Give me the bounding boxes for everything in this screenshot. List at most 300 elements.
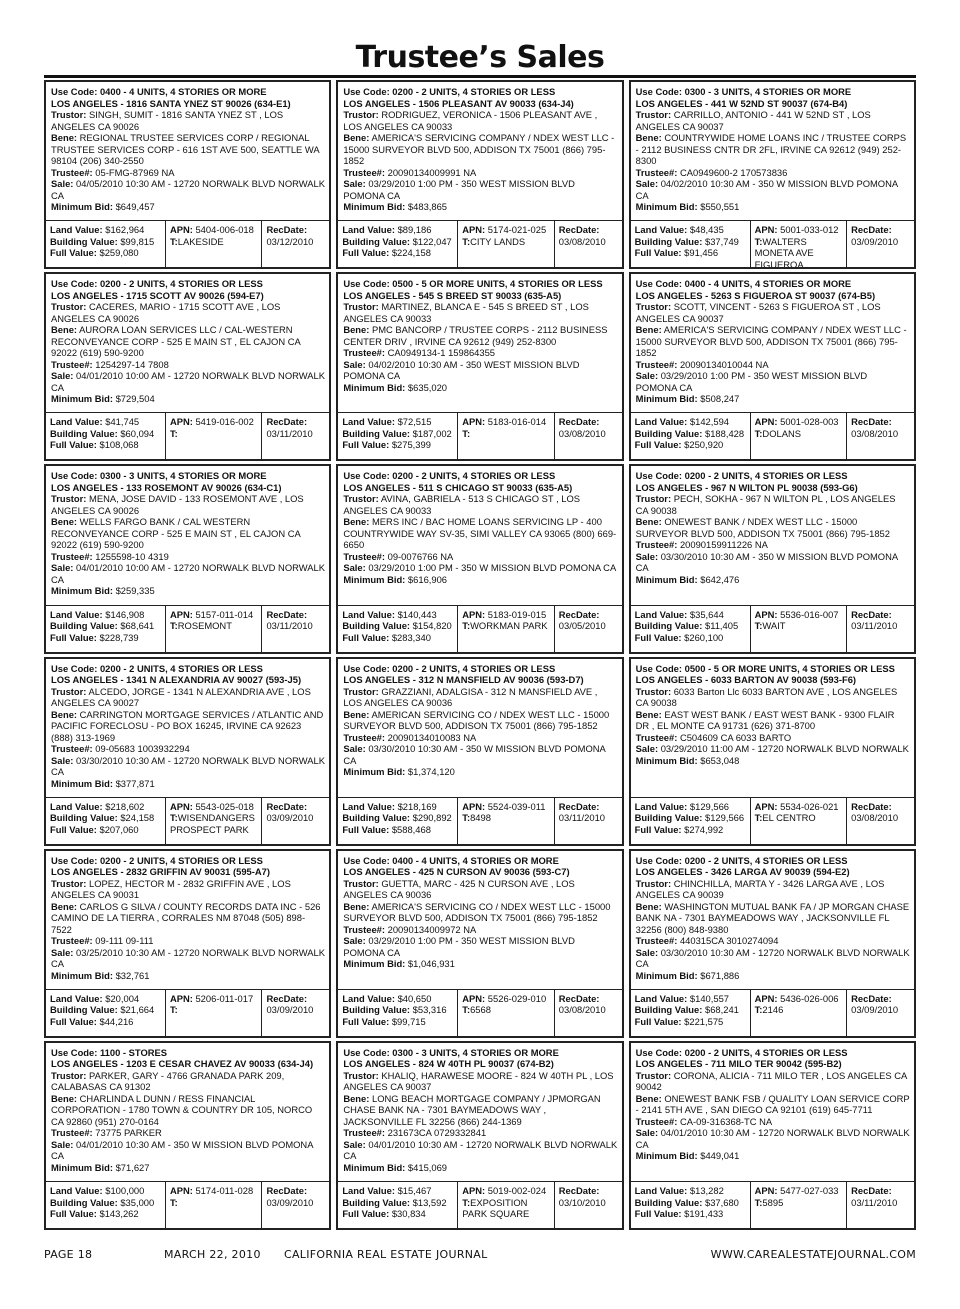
sale-value: 04/05/2010 10:30 AM - 12720 NORWALK BLVD NORWALK CA	[51, 178, 325, 201]
bene-line	[51, 901, 325, 936]
sale-value: 04/02/2010 10:30 AM - 350 WEST MISSION BLVD POMONA CA	[343, 358, 580, 382]
listing-details	[631, 1043, 914, 1181]
full-value-line	[635, 632, 747, 644]
full-value-line	[342, 439, 454, 451]
apn-line	[462, 993, 551, 1005]
apn-label: APN:	[462, 1185, 486, 1196]
recdate-cell	[261, 1182, 329, 1228]
trustor-label: Trustor:	[343, 1069, 379, 1081]
trustee-value: 20090134010044 NA	[679, 358, 769, 370]
sale-value: 04/01/2010 10:30 AM - 12720 NORWALK BLVD NORWALK CA	[343, 1138, 618, 1162]
bene-value: WELLS FARGO BANK / CAL WESTERN RECONVEYANCE CORP - 525 E MAIN ST , EL CAJON CA 92022 (619) 590-9200	[51, 516, 301, 551]
bene-value: REGIONAL TRUSTEE SERVICES CORP / REGIONAL TRUSTEE SERVICES CORP - 616 1ST AVE 500, SEATTLE WA 98104 (206) 340-2550	[51, 132, 320, 166]
trustee-line	[636, 167, 910, 179]
trustor-label: Trustor:	[343, 877, 379, 889]
tract-label: T:	[754, 427, 763, 439]
tract-line	[170, 1004, 259, 1016]
trustee-label: Trustee#:	[635, 731, 678, 743]
land-value: $72,515	[397, 416, 432, 428]
value-cell	[46, 606, 165, 652]
building-value-label: Building Value:	[50, 1196, 118, 1208]
sale-line	[51, 1139, 325, 1162]
use-code: Use Code: 0200 - 2 UNITS, 4 STORIES OR LESS	[51, 854, 263, 866]
bene-line	[51, 324, 325, 359]
full-value-label: Full Value:	[342, 439, 390, 451]
tract-line	[170, 620, 259, 632]
listing-values	[631, 220, 914, 267]
apn-line	[755, 993, 844, 1005]
min-bid-line	[51, 778, 325, 790]
min-bid-line	[51, 970, 325, 982]
sale-line	[51, 947, 325, 970]
bene-line	[343, 901, 617, 924]
tract-value: WORKMAN PARK	[470, 620, 548, 631]
recdate-value: 03/08/2010	[851, 812, 899, 824]
apn-cell	[165, 221, 262, 267]
apn-value: 5543-025-018	[195, 800, 254, 812]
sale-label: Sale:	[635, 946, 659, 958]
land-value: $162,964	[105, 224, 145, 236]
full-value-label: Full Value:	[342, 823, 390, 835]
footer-date: MARCH 22, 2010	[164, 1248, 261, 1261]
bene-label: Bene:	[635, 516, 662, 528]
land-value-label: Land Value:	[634, 992, 688, 1004]
recdate-value: 03/08/2010	[558, 235, 606, 247]
bene-line	[636, 516, 910, 539]
value-cell	[631, 798, 750, 844]
trustee-value: 09-0076766 NA	[387, 550, 454, 562]
property-address: LOS ANGELES - 1715 SCOTT AV 90026 (594-E7)	[51, 289, 264, 301]
use-code: Use Code: 0200 - 2 UNITS, 4 STORIES OR LESS	[51, 662, 263, 674]
value-cell	[631, 1182, 750, 1228]
listing-details	[338, 466, 621, 604]
listing-details	[46, 466, 329, 604]
bene-line	[636, 132, 910, 167]
building-value-label: Building Value:	[634, 427, 703, 439]
apn-label: APN:	[754, 224, 778, 236]
listing-card	[44, 80, 331, 269]
trustee-value: CA-09-316368-TC NA	[679, 1115, 773, 1127]
apn-value: 5404-006-018	[195, 224, 254, 236]
trustee-line	[343, 1127, 617, 1139]
land-value: $15,467	[397, 1185, 432, 1196]
trustor-value: CACERES, MARIO - 1715 SCOTT AVE , LOS ANGELES CA 90026	[51, 301, 281, 324]
apn-line	[755, 609, 844, 621]
trustee-line	[343, 167, 617, 179]
trustee-line	[51, 551, 325, 563]
trustor-line	[343, 686, 617, 709]
apn-cell	[750, 221, 847, 267]
building-value-label: Building Value:	[342, 1004, 411, 1016]
trustee-label: Trustee#:	[51, 358, 93, 370]
listing-card	[44, 849, 331, 1038]
min-bid-line	[636, 393, 910, 405]
apn-label: APN:	[462, 800, 486, 812]
bene-line	[636, 709, 910, 732]
trustee-line	[51, 743, 325, 755]
bene-value: CARLOS G SILVA / COUNTY RECORDS DATA INC - 526 CAMINO DE LA TIERRA , CORRALES NM 87048 (505) 898-7522	[51, 900, 321, 935]
property-address: LOS ANGELES - 1816 SANTA YNEZ ST 90026 (634-E1)	[51, 97, 291, 109]
apn-value: 5477-027-033	[780, 1185, 839, 1196]
apn-cell	[165, 413, 262, 459]
apn-label: APN:	[462, 416, 486, 428]
apn-line	[755, 224, 844, 236]
full-value: $191,433	[684, 1208, 724, 1219]
value-cell	[338, 221, 457, 267]
trustee-line	[343, 551, 617, 563]
min-bid-line	[51, 1162, 325, 1174]
use-code: Use Code: 0200 - 2 UNITS, 4 STORIES OR LESS	[635, 470, 848, 482]
recdate-cell	[846, 990, 914, 1036]
bene-value: MERS INC / BAC HOME LOANS SERVICING LP - 400 COUNTRYWIDE WAY SV-35, SIMI VALLEY CA 93065 (800) 669-6650	[343, 516, 617, 551]
bene-value: PMC BANCORP / TRUSTEE CORPS - 2112 BUSINESS CENTER DRIV , IRVINE CA 92612 (949) 252-8300	[343, 324, 608, 347]
property-address: LOS ANGELES - 511 S CHICAGO ST 90033 (635-A5)	[343, 481, 573, 493]
trustor-value: CARRILLO, ANTONIO - 441 W 52ND ST , LOS ANGELES CA 90037	[635, 109, 871, 132]
land-value-label: Land Value:	[634, 416, 688, 428]
recdate-value: 03/09/2010	[851, 1004, 899, 1016]
trustee-label: Trustee#:	[343, 550, 386, 562]
building-value-line	[342, 620, 454, 632]
trustor-label: Trustor:	[343, 109, 379, 120]
trustor-line	[343, 493, 617, 516]
land-value-line	[635, 993, 747, 1005]
use-code: Use Code: 0500 - 5 OR MORE UNITS, 4 STORIES OR LESS	[343, 278, 603, 290]
min-bid-line	[343, 201, 617, 213]
building-value-line	[635, 812, 747, 824]
listing-details	[338, 1043, 621, 1181]
sale-value: 03/25/2010 10:30 AM - 12720 NORWALK BLVD NORWALK CA	[51, 946, 325, 970]
tract-line	[462, 620, 551, 632]
bene-label: Bene:	[343, 900, 370, 912]
sale-line	[51, 562, 325, 585]
full-value-line	[635, 439, 747, 451]
trustor-line	[51, 878, 325, 901]
sale-label: Sale:	[635, 743, 659, 754]
trustor-label: Trustor:	[51, 685, 87, 697]
listing-card	[44, 464, 331, 653]
min-bid-label: Minimum Bid:	[51, 393, 113, 405]
trustee-label: Trustee#:	[343, 166, 386, 178]
bene-label: Bene:	[635, 1092, 662, 1104]
value-cell	[631, 606, 750, 652]
trustee-value: CA0949600-2 170573836	[679, 166, 788, 178]
apn-value: 5536-016-007	[780, 608, 839, 620]
sale-value: 04/01/2010 10:00 AM - 12720 NORWALK BLVD NORWALK CA	[51, 562, 325, 585]
full-value-line	[342, 1016, 454, 1028]
recdate-label: RecDate:	[851, 800, 892, 812]
apn-cell	[750, 798, 847, 844]
listing-card	[336, 657, 623, 846]
full-value: $224,158	[391, 247, 431, 259]
full-value-label: Full Value:	[342, 247, 390, 259]
building-value: $37,680	[704, 1196, 739, 1208]
land-value-label: Land Value:	[342, 224, 395, 236]
bene-value: LONG BEACH MORTGAGE COMPANY / JPMORGAN CHASE BANK NA - 7301 BAYMEADOWS WAY , JACKSONVILLE FL 32256 (866) 244-1369	[343, 1092, 601, 1127]
sale-label: Sale:	[51, 946, 74, 958]
trustee-value: 20090134010083 NA	[387, 731, 477, 743]
building-value: $60,094	[120, 427, 155, 439]
building-value-label: Building Value:	[342, 235, 411, 247]
trustee-line	[51, 935, 325, 947]
full-value: $207,060	[99, 823, 139, 835]
tract-label: T:	[754, 1004, 763, 1016]
recdate-cell	[261, 990, 329, 1036]
trustor-label: Trustor:	[635, 109, 672, 120]
building-value-label: Building Value:	[50, 620, 118, 631]
listing-values	[338, 989, 621, 1036]
sale-label: Sale:	[343, 562, 366, 574]
recdate-label: RecDate:	[266, 800, 308, 812]
apn-line	[170, 801, 259, 813]
sale-line	[343, 562, 617, 574]
recdate-cell	[261, 798, 329, 844]
recdate-value: 03/09/2010	[266, 812, 314, 824]
full-value: $143,262	[99, 1208, 139, 1219]
apn-label: APN:	[754, 1185, 778, 1196]
tract-label: T:	[754, 235, 763, 247]
recdate-cell	[846, 413, 914, 459]
apn-cell	[165, 1182, 262, 1228]
min-bid-line	[636, 1150, 910, 1162]
building-value: $188,428	[704, 427, 745, 439]
trustor-value: CORONA, ALICIA - 711 MILO TER , LOS ANGELES CA 90042	[635, 1069, 907, 1093]
land-value-line	[635, 224, 747, 236]
min-bid-value: $377,871	[115, 777, 155, 789]
apn-label: APN:	[754, 992, 778, 1004]
min-bid-line	[51, 201, 325, 213]
sale-value: 03/29/2010 1:00 PM - 350 WEST MISSION BLVD POMONA CA	[343, 178, 575, 201]
listing-details	[631, 82, 914, 220]
use-code: Use Code: 0200 - 2 UNITS, 4 STORIES OR LESS	[635, 854, 848, 866]
bene-label: Bene:	[343, 324, 370, 336]
land-value-label: Land Value:	[50, 1185, 103, 1196]
full-value-line	[342, 824, 454, 836]
full-value-label: Full Value:	[50, 1015, 97, 1027]
trustor-value: KHALIQ, HARAWESE MOORE - 824 W 40TH PL , LOS ANGELES CA 90037	[343, 1069, 614, 1093]
building-value: $68,241	[704, 1004, 739, 1016]
min-bid-value: $71,627	[115, 1161, 150, 1173]
land-value-line	[50, 801, 162, 813]
trustee-line	[636, 539, 910, 551]
min-bid-value: $550,551	[700, 201, 740, 212]
trustee-label: Trustee#:	[343, 1127, 386, 1139]
trustee-label: Trustee#:	[51, 743, 93, 754]
value-cell	[46, 413, 165, 459]
listing-details	[46, 659, 329, 797]
building-value-label: Building Value:	[634, 235, 703, 247]
recdate-label: RecDate:	[558, 224, 600, 236]
value-cell	[338, 606, 457, 652]
apn-label: APN:	[754, 608, 778, 620]
bene-label: Bene:	[51, 324, 78, 336]
min-bid-label: Minimum Bid:	[51, 585, 113, 597]
tract-line	[755, 428, 844, 440]
land-value: $142,594	[689, 416, 729, 428]
min-bid-line	[51, 393, 325, 405]
apn-value: 5001-028-003	[780, 416, 839, 428]
bene-label: Bene:	[51, 132, 78, 143]
tract-label: T:	[169, 620, 178, 631]
recdate-label: RecDate:	[558, 800, 600, 812]
property-address: LOS ANGELES - 824 W 40TH PL 90037 (674-B2)	[343, 1058, 554, 1070]
min-bid-value: $259,335	[115, 585, 155, 597]
trustor-value: PECH, SOKHA - 967 N WILTON PL , LOS ANGELES CA 90038	[635, 493, 896, 516]
trustee-value: 73775 PARKER	[95, 1127, 162, 1139]
sale-label: Sale:	[51, 178, 74, 189]
sale-value: 03/30/2010 10:30 AM - 12720 NORWALK BLVD NORWALK CA	[635, 946, 910, 970]
listing-details	[631, 274, 914, 412]
building-value: $129,566	[704, 812, 745, 824]
apn-value: 5174-021-025	[487, 224, 547, 236]
full-value-line	[342, 1208, 454, 1220]
full-value-line	[635, 1208, 747, 1220]
apn-label: APN:	[169, 992, 193, 1004]
recdate-value: 03/09/2010	[266, 1196, 314, 1208]
sale-line	[343, 743, 617, 766]
property-address: LOS ANGELES - 6033 BARTON AV 90038 (593-F6)	[635, 674, 857, 685]
land-value-line	[635, 801, 747, 813]
trustor-value: MARTINEZ, BLANCA E - 545 S BREED ST , LOS ANGELES CA 90033	[343, 301, 589, 324]
trustee-label: Trustee#:	[343, 731, 386, 743]
min-bid-label: Minimum Bid:	[635, 201, 698, 212]
min-bid-value: $653,048	[700, 754, 740, 766]
recdate-cell	[554, 1182, 622, 1228]
apn-line	[462, 1185, 551, 1197]
bene-label: Bene:	[51, 900, 78, 912]
bene-line	[343, 324, 617, 347]
land-value-label: Land Value:	[634, 1185, 688, 1196]
trustor-label: Trustor:	[343, 493, 379, 505]
tract-label: T:	[754, 620, 763, 631]
trustor-line	[343, 109, 617, 132]
tract-value: LAKESIDE	[177, 235, 224, 247]
recdate-label: RecDate:	[851, 1185, 892, 1196]
min-bid-label: Minimum Bid:	[343, 958, 406, 970]
bene-line	[343, 709, 617, 732]
full-value: $221,575	[684, 1015, 724, 1027]
trustee-line	[343, 924, 617, 936]
trustee-label: Trustee#:	[343, 347, 386, 359]
listing-values	[46, 1181, 329, 1228]
trustor-line	[51, 493, 325, 516]
min-bid-value: $483,865	[407, 201, 448, 212]
recdate-value: 03/08/2010	[851, 427, 899, 439]
full-value: $588,468	[391, 823, 431, 835]
listing-details	[338, 659, 621, 797]
land-value-label: Land Value:	[342, 416, 395, 428]
land-value-label: Land Value:	[50, 416, 103, 428]
land-value-label: Land Value:	[634, 608, 688, 620]
min-bid-label: Minimum Bid:	[635, 1150, 698, 1162]
value-cell	[46, 1182, 165, 1228]
building-value-label: Building Value:	[342, 812, 411, 824]
listing-card	[629, 657, 916, 846]
building-value-label: Building Value:	[634, 1004, 703, 1016]
apn-value: 5526-029-010	[487, 992, 547, 1004]
land-value: $48,435	[689, 224, 724, 236]
trustor-label: Trustor:	[51, 1069, 87, 1081]
building-value-line	[50, 428, 162, 440]
sale-line	[636, 370, 910, 393]
recdate-value: 03/11/2010	[266, 620, 313, 631]
trustor-line	[636, 1070, 910, 1093]
building-value: $68,641	[120, 620, 155, 631]
full-value: $44,216	[99, 1015, 134, 1027]
recdate-cell	[261, 413, 329, 459]
value-cell	[631, 413, 750, 459]
full-value-line	[635, 1016, 747, 1028]
sale-line	[343, 935, 617, 958]
building-value: $11,405	[704, 620, 739, 631]
min-bid-line	[636, 574, 910, 586]
listing-details	[631, 659, 914, 797]
building-value: $35,000	[120, 1196, 155, 1208]
trustee-label: Trustee#:	[51, 550, 93, 562]
listing-card	[44, 1041, 331, 1230]
sale-line	[343, 359, 617, 382]
apn-label: APN:	[462, 992, 486, 1004]
min-bid-line	[343, 766, 617, 778]
recdate-cell	[261, 221, 329, 267]
sale-value: 03/30/2010 10:30 AM - 350 W MISSION BLVD POMONA CA	[635, 550, 898, 574]
apn-line	[462, 609, 551, 621]
trustee-value: CA0949134-1 159864355	[387, 347, 496, 359]
trustor-label: Trustor:	[635, 685, 672, 697]
full-value-label: Full Value:	[634, 247, 682, 259]
min-bid-value: $1,046,931	[407, 958, 455, 970]
listing-details	[338, 82, 621, 220]
use-code: Use Code: 0500 - 5 OR MORE UNITS, 4 STORIES OR LESS	[635, 662, 895, 674]
listing-card	[336, 80, 623, 269]
land-value-line	[342, 224, 454, 236]
trustee-label: Trustee#:	[635, 358, 678, 370]
tract-line	[462, 236, 551, 248]
listing-details	[46, 82, 329, 220]
use-code: Use Code: 0200 - 2 UNITS, 4 STORIES OR LESS	[635, 1046, 848, 1058]
listing-card	[336, 464, 623, 653]
trustee-value: 05-FMG-87969 NA	[95, 166, 175, 178]
trustor-value: GRAZZIANI, ADALGISA - 312 N MANSFIELD AVE , LOS ANGELES CA 90036	[343, 685, 598, 708]
min-bid-value: $32,761	[115, 969, 150, 981]
tract-line	[462, 812, 551, 824]
apn-line	[462, 801, 551, 813]
bene-label: Bene:	[343, 708, 370, 720]
trustor-value: PARKER, GARY - 4766 GRANADA PARK 209, CALABASAS CA 91302	[51, 1069, 285, 1093]
recdate-label: RecDate:	[558, 1185, 600, 1196]
building-value-label: Building Value:	[50, 427, 118, 439]
tract-value: 8498	[470, 812, 491, 824]
property-address: LOS ANGELES - 312 N MANSFIELD AV 90036 (593-D7)	[343, 674, 584, 685]
sale-value: 03/29/2010 1:00 PM - 350 WEST MISSION BLVD POMONA CA	[635, 370, 868, 393]
listing-details	[46, 1043, 329, 1181]
footer-website: WWW.CAREALESTATEJOURNAL.COM	[710, 1248, 916, 1261]
full-value-line	[50, 1016, 162, 1028]
bene-label: Bene:	[51, 1092, 78, 1104]
listing-details	[631, 466, 914, 604]
use-code: Use Code: 0300 - 3 UNITS, 4 STORIES OR MORE	[635, 86, 852, 97]
recdate-label: RecDate:	[266, 224, 308, 236]
land-value-label: Land Value:	[50, 224, 103, 236]
listing-card	[629, 464, 916, 653]
min-bid-value: $649,457	[115, 201, 155, 212]
trustee-line	[636, 1116, 910, 1128]
trustee-value: 1255598-10 4319	[95, 550, 169, 562]
trustor-value: LOPEZ, HECTOR M - 2832 GRIFFIN AVE , LOS ANGELES CA 90031	[51, 877, 291, 901]
property-address: LOS ANGELES - 967 N WILTON PL 90038 (593-G6)	[635, 481, 858, 493]
use-code: Use Code: 0200 - 2 UNITS, 4 STORIES OR LESS	[343, 86, 556, 97]
sale-label: Sale:	[343, 1138, 366, 1150]
sale-line	[343, 1139, 617, 1162]
